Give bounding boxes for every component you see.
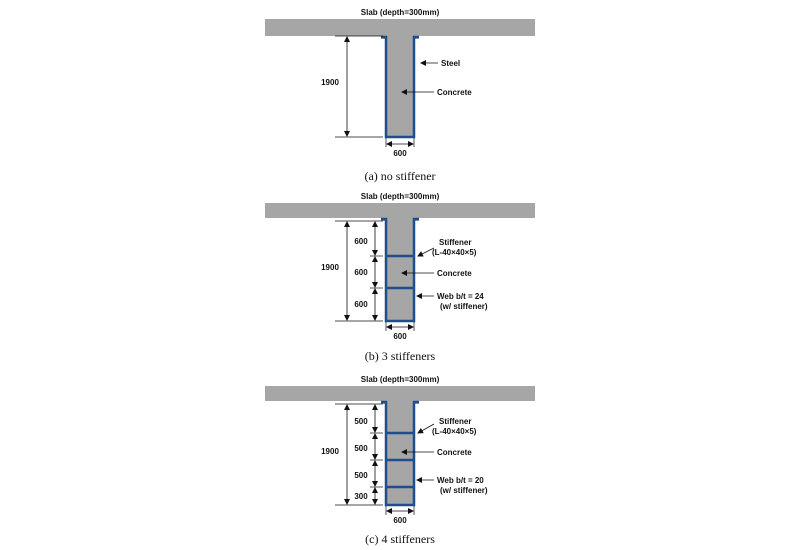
slab-title: Slab (depth=300mm) [360,192,440,201]
steel-label: Steel [441,59,461,68]
stiffener-label: Stiffener [439,417,472,426]
column-concrete [385,401,415,505]
slab [265,386,535,401]
segment-label-4: 300 [354,492,368,501]
concrete-label: Concrete [437,448,472,457]
panel-c [265,375,535,546]
slab [265,19,535,36]
caption-a: (a) no stiffener [364,169,436,183]
stiffener-size: (L-40×40×5) [432,248,477,257]
web-note: (w/ stiffener) [440,302,488,311]
caption-c: (c) 4 stiffeners [365,532,435,546]
concrete-label: Concrete [437,269,472,278]
concrete-label: Concrete [437,88,472,97]
height-label: 1900 [321,78,339,87]
stiffener-size: (L-40×40×5) [432,427,477,436]
width-label: 600 [393,516,407,525]
slab-title: Slab (depth=300mm) [360,375,440,384]
segment-label-2: 500 [354,444,368,453]
caption-b: (b) 3 stiffeners [364,349,436,363]
segment-label-1: 500 [354,417,368,426]
column-concrete [385,36,415,137]
column-concrete [385,218,415,321]
height-label: 1900 [321,263,339,272]
web-note: (w/ stiffener) [440,486,488,495]
slab [265,203,535,218]
segment-label-2: 600 [354,268,368,277]
web-ratio: Web b/t = 24 [437,292,484,301]
web-ratio: Web b/t = 20 [437,476,484,485]
slab-title: Slab (depth=300mm) [360,8,440,17]
width-label: 600 [393,149,407,158]
segment-label-1: 600 [354,237,368,246]
stiffener-label: Stiffener [439,238,472,247]
panel-a [265,8,535,183]
width-label: 600 [393,332,407,341]
panel-b [265,192,535,363]
height-label: 1900 [321,447,339,456]
segment-label-3: 500 [354,471,368,480]
segment-label-3: 600 [354,300,368,309]
